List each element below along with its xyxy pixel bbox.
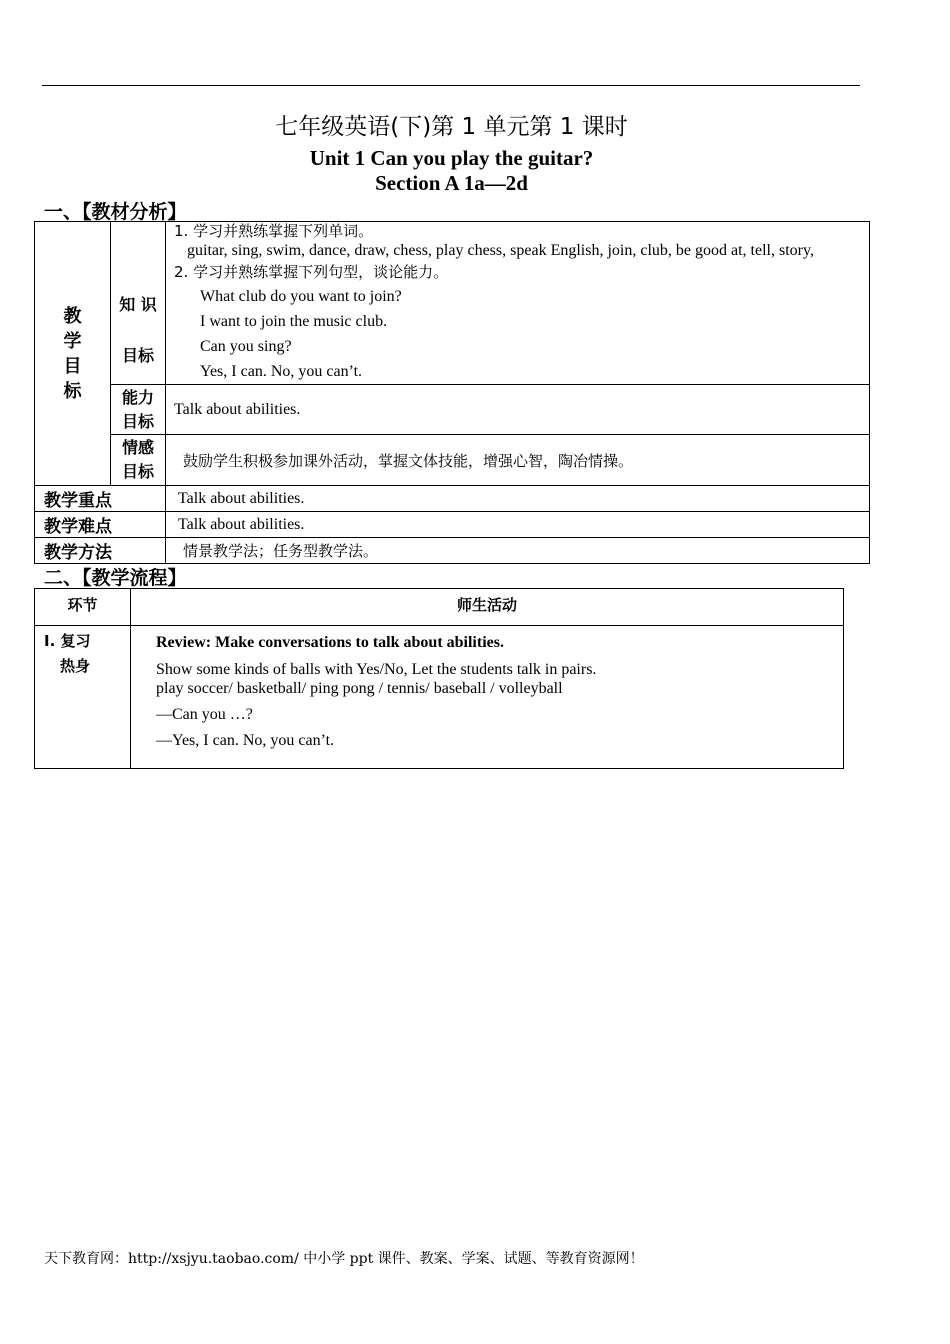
- footer-text: 天下教育网：http://xsjyu.taobao.com/ 中小学 ppt 课件、教案、学案、试题、等教育资源网！: [44, 1251, 644, 1267]
- key-label: 教学重点: [44, 491, 112, 511]
- activity-line-3: —Can you …?: [156, 706, 253, 723]
- method-label: 教学方法: [44, 543, 112, 563]
- knowledge-label-cell: [111, 222, 166, 385]
- emotion-text: 鼓励学生积极参加课外活动，掌握文体技能，增强心智，陶冶情操。: [183, 451, 634, 470]
- page-title-cn: 七年级英语(下)第 1 单元第 1 课时: [275, 114, 628, 140]
- step-label-cell: [35, 626, 131, 769]
- goals-label-2: 学: [63, 330, 82, 352]
- knowledge-item-2: 2. 学习并熟练掌握下列句型，谈论能力。: [174, 263, 449, 281]
- ability-content: [166, 385, 870, 435]
- review-title: Review: Make conversations to talk about abilities.: [156, 634, 504, 651]
- ability-label-1: 能力: [121, 387, 154, 407]
- ability-label-2: 目标: [121, 411, 154, 431]
- knowledge-label-2: 目标: [121, 346, 154, 365]
- knowledge-label-1: 知 识: [119, 295, 157, 314]
- step-label-1: I. 复习: [44, 632, 91, 650]
- process-table: [34, 588, 844, 769]
- difficulty-text: Talk about abilities.: [178, 515, 305, 533]
- activity-content: [131, 626, 844, 769]
- method-content: [166, 538, 870, 564]
- col-header-activity-text: 师生活动: [456, 596, 517, 614]
- ability-label-cell: [111, 385, 166, 435]
- knowledge-content: [166, 222, 870, 385]
- sentence-2: I want to join the music club.: [200, 313, 388, 330]
- ability-text: Talk about abilities.: [174, 400, 301, 418]
- analysis-table: [34, 221, 870, 564]
- section1-heading: 一、【教材分析】: [44, 201, 187, 223]
- section2-heading: 二、【教学流程】: [44, 567, 187, 589]
- goals-label-1: 教: [63, 305, 82, 327]
- activity-line-4: —Yes, I can. No, you can’t.: [156, 732, 335, 749]
- knowledge-words: guitar, sing, swim, dance, draw, chess, play chess, speak English, join, club, be good at, tell, story,: [187, 242, 814, 259]
- goals-label-cell: [35, 222, 111, 486]
- activity-line-2: play soccer/ basketball/ ping pong / tennis/ baseball / volleyball: [156, 680, 563, 697]
- key-content: [166, 486, 870, 512]
- key-label-cell: [35, 486, 166, 512]
- difficulty-content: [166, 512, 870, 538]
- goals-label-4: 标: [63, 380, 82, 402]
- key-text: Talk about abilities.: [178, 489, 305, 507]
- step-label-2: 热身: [60, 657, 91, 675]
- emotion-label-1: 情感: [121, 438, 154, 457]
- activity-line-1: Show some kinds of balls with Yes/No, Let the students talk in pairs.: [156, 661, 597, 678]
- sentence-4: Yes, I can. No, you can’t.: [200, 363, 363, 380]
- sentence-1: What club do you want to join?: [200, 288, 402, 305]
- sentence-3: Can you sing?: [200, 338, 292, 355]
- col-header-activity: [131, 589, 844, 626]
- page-title-en: Unit 1 Can you play the guitar?: [309, 146, 594, 170]
- goals-label-3: 目: [63, 355, 82, 377]
- emotion-content: [166, 435, 870, 486]
- col-header-step: [35, 589, 131, 626]
- emotion-label-2: 目标: [121, 462, 154, 481]
- difficulty-label-cell: [35, 512, 166, 538]
- method-text: 情景教学法；任务型教学法。: [183, 542, 379, 560]
- emotion-label-cell: [111, 435, 166, 486]
- section-title: Section A 1a—2d: [375, 171, 528, 195]
- col-header-step-text: 环节: [67, 596, 98, 614]
- method-label-cell: [35, 538, 166, 564]
- header-rule: [42, 85, 860, 86]
- knowledge-item-1: 1. 学习并熟练掌握下列单词。: [174, 222, 374, 240]
- difficulty-label: 教学难点: [44, 517, 112, 537]
